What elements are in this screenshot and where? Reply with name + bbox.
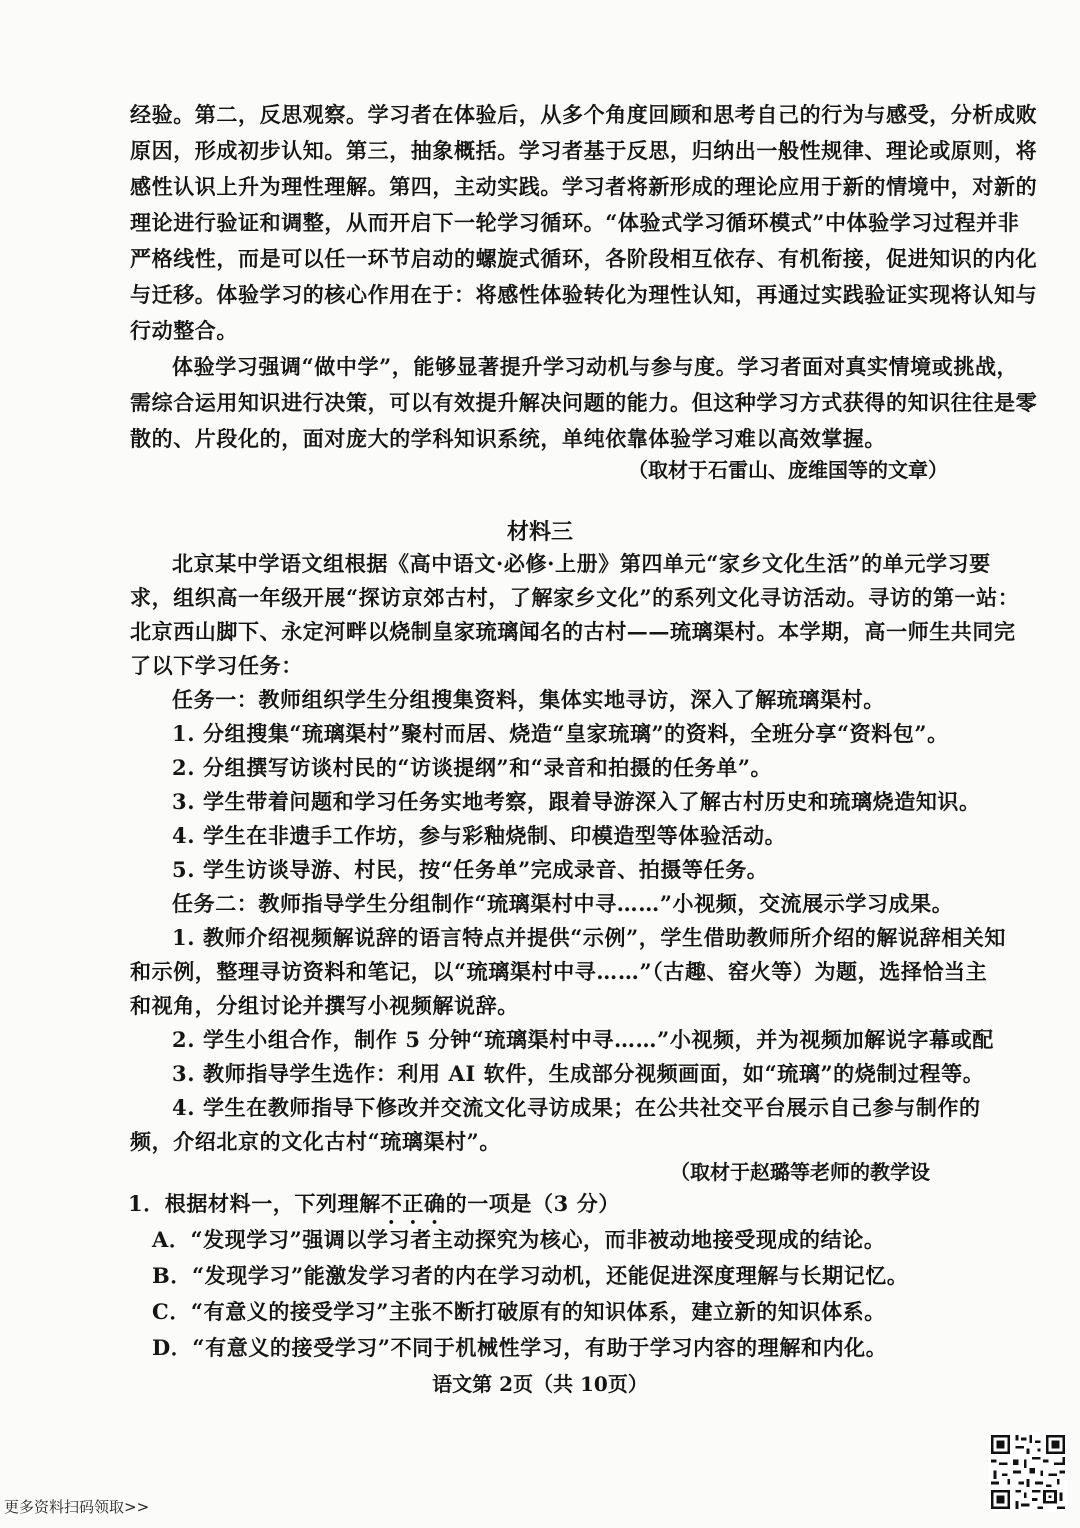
text-line: 体验学习强调“做中学”，能够显著提升学习动机与参与度。学习者面对真实情境或挑战， xyxy=(172,354,1019,379)
task-item: 和视角，分组讨论并撰写小视频解说辞。 xyxy=(130,993,519,1018)
task-item: 1. 教师介绍视频解说辞的语言特点并提供“示例”，学生借助教师所介绍的解说辞相关知 xyxy=(172,925,1006,950)
source-citation: （取材于石雷山、庞维国等的文章） xyxy=(628,458,948,482)
option-c[interactable]: C．“有意义的接受学习”主张不断打破原有的知识体系，建立新的知识体系。 xyxy=(152,1299,886,1324)
question-stem-end: 的一项是（3 分） xyxy=(445,1191,620,1216)
task-heading: 任务二：教师指导学生分组制作“琉璃渠村中寻……”小视频，交流展示学习成果。 xyxy=(172,891,954,916)
text-line: 行动整合。 xyxy=(130,318,238,343)
task-item: 2. 分组撰写访谈村民的“访谈提纲”和“录音和拍摄的任务单”。 xyxy=(172,755,773,780)
task-heading: 任务一：教师组织学生分组搜集资料，集体实地寻访，深入了解琉璃渠村。 xyxy=(172,687,885,712)
option-b[interactable]: B．“发现学习”能激发学习者的内在学习动机，还能促进深度理解与长期记忆。 xyxy=(152,1263,909,1288)
task-item: 5. 学生访谈导游、村民，按“任务单”完成录音、拍摄等任务。 xyxy=(172,857,769,882)
option-d[interactable]: D．“有意义的接受学习”不同于机械性学习，有助于学习内容的理解和内化。 xyxy=(152,1335,888,1360)
question-stem-start: 1．根据材料一，下列理解 xyxy=(128,1191,381,1216)
page-footer: 语文第 2页（共 10页） xyxy=(432,1372,648,1396)
text-line: 感性认识上升为理性理解。第四，主动实践。学习者将新形成的理论应用于新的情境中，对新的 xyxy=(130,174,1038,199)
qr-code-icon[interactable] xyxy=(988,1432,1068,1512)
text-line: 严格线性，而是可以任一环节启动的螺旋式循环，各阶段相互依存、有机衔接，促进知识的内化 xyxy=(130,246,1038,271)
task-item: 和示例，整理寻访资料和笔记，以“琉璃渠村中寻……”（古趣、窑火等）为题，选择恰当主 xyxy=(130,959,988,984)
material-three-title: 材料三 xyxy=(506,519,573,545)
task-item: 2. 学生小组合作，制作 5 分钟“琉璃渠村中寻……”小视频，并为视频加解说字幕或配 xyxy=(172,1027,994,1052)
task-item: 3. 教师指导学生选作：利用 AI 软件，生成部分视频画面，如“琉璃”的烧制过程等。 xyxy=(172,1061,985,1086)
text-line: 散的、片段化的，面对庞大的学科知识系统，单纯依靠体验学习难以高效掌握。 xyxy=(130,426,886,451)
task-item: 4. 学生在教师指导下修改并交流文化寻访成果；在公共社交平台展示自己参与制作的 xyxy=(172,1095,981,1120)
text-line: 北京某中学语文组根据《高中语文·必修·上册》第四单元“家乡文化生活”的单元学习要 xyxy=(172,551,991,576)
promo-link[interactable]: 更多资料扫码领取>> xyxy=(4,1498,150,1516)
text-line: 理论进行验证和调整，从而开启下一轮学习循环。“体验式学习循环模式”中体验学习过程并非 xyxy=(130,210,1020,235)
task-item: 3. 学生带着问题和学习任务实地考察，跟着导游深入了解古村历史和琉璃烧造知识。 xyxy=(172,789,981,814)
option-a[interactable]: A．“发现学习”强调以学习者主动探究为核心，而非被动地接受现成的结论。 xyxy=(152,1227,886,1252)
task-item: 4. 学生在非遗手工作坊，参与彩釉烧制、印模造型等体验活动。 xyxy=(172,823,787,848)
question-stem xyxy=(128,1188,620,1229)
text-line: 经验。第二，反思观察。学习者在体验后，从多个角度回顾和思考自己的行为与感受，分析成败 xyxy=(130,102,1038,127)
text-line: 与迁移。体验学习的核心作用在于：将感性体验转化为理性认知，再通过实践验证实现将认知与 xyxy=(130,282,1038,307)
source-citation: （取材于赵璐等老师的教学设 xyxy=(670,1160,930,1184)
task-item: 1. 分组搜集“琉璃渠村”聚村而居、烧造“皇家琉璃”的资料，全班分享“资料包”。 xyxy=(172,721,949,746)
text-line: 了以下学习任务： xyxy=(130,653,303,678)
text-line: 需综合运用知识进行决策，可以有效提升解决问题的能力。但这种学习方式获得的知识往往是零 xyxy=(130,390,1038,415)
emphasis-text: 不正确 xyxy=(380,1191,446,1216)
task-item: 频，介绍北京的文化古村“琉璃渠村”。 xyxy=(130,1129,501,1154)
text-line: 北京西山脚下、永定河畔以烧制皇家琉璃闻名的古村——琉璃渠村。本学期，高一师生共同完 xyxy=(130,619,1016,644)
text-line: 原因，形成初步认知。第三，抽象概括。学习者基于反思，归纳出一般性规律、理论或原则，将 xyxy=(130,138,1038,163)
text-line: 求，组织高一年级开展“探访京郊古村，了解家乡文化”的系列文化寻访活动。寻访的第一站： xyxy=(130,585,1020,610)
